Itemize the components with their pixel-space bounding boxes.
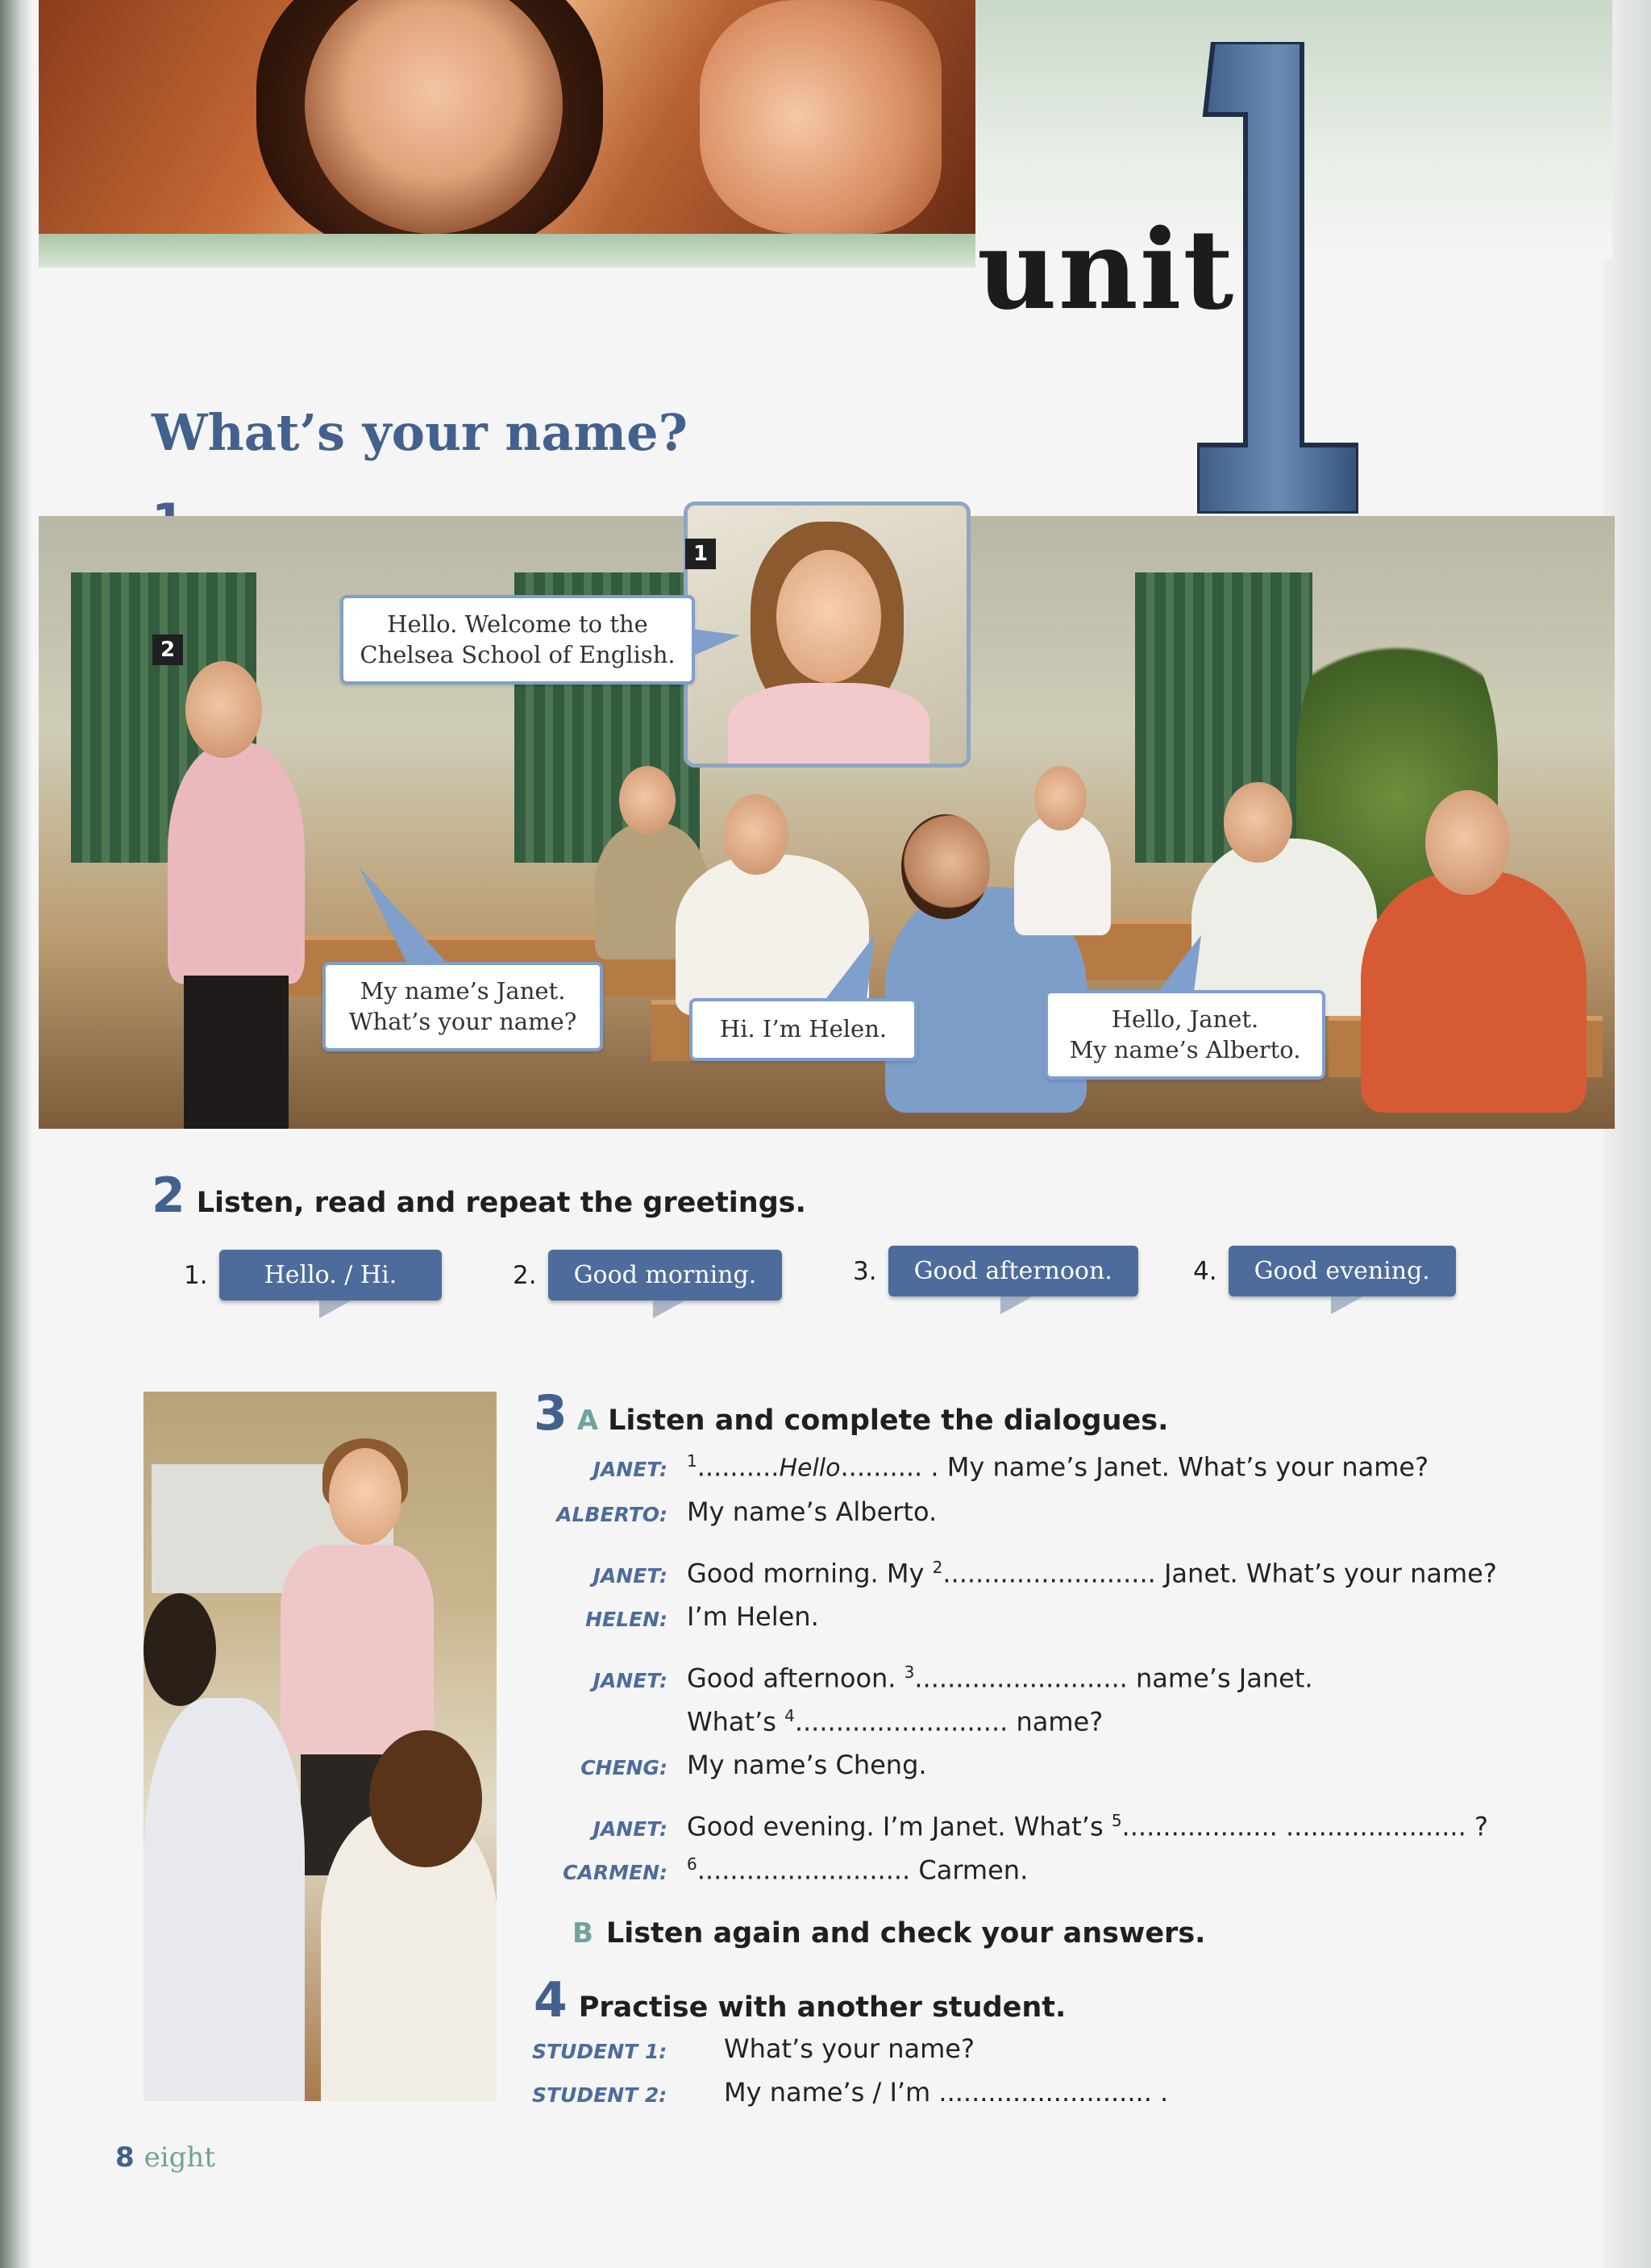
page-title: What’s your name? [152,403,688,462]
dialogue-line [687,1706,1103,1737]
exercise-instruction: Listen again and check your answers. [605,1917,1206,1950]
bubble-line: Hello, Janet. [1111,1005,1259,1033]
greeting-number: 3. [853,1256,877,1286]
line-text: Carmen. [910,1854,1029,1886]
page-binding-shadow [0,0,32,2268]
photo-label-1: 1 [685,539,716,569]
speaker-label: ALBERTO: [556,1503,667,1526]
gap-number: 4 [784,1706,795,1725]
exercise-2-heading [152,1167,806,1224]
exercise-instruction: Listen and complete the dialogues. [608,1404,1169,1437]
greeting-bubble: Good morning. [548,1250,783,1300]
speaker-label: HELEN: [585,1608,667,1631]
greeting-bubble: Good evening. [1229,1246,1456,1296]
speech-bubble-welcome [340,595,695,685]
speaker-label: JANET: [593,1669,667,1692]
gap-answer: Hello [779,1454,841,1483]
dialogue-line [687,1854,1028,1886]
speaker-label: JANET: [593,1564,667,1588]
gap-number: 1 [687,1451,697,1471]
dialogue-line: My name’s Cheng. [687,1750,927,1780]
page-right-edge [1603,0,1651,2268]
unit-word: unit [977,206,1236,335]
dialogue-line: My name’s Alberto. [687,1496,938,1527]
dialogue-line [687,1663,1313,1694]
gap-number: 6 [687,1854,697,1874]
bubble-line: My name’s Alberto. [1069,1035,1301,1063]
speech-bubble-alberto [1045,990,1325,1080]
sub-letter: B [572,1917,593,1950]
gap-number: 3 [904,1663,915,1682]
bubble-line: My name’s Janet. [360,977,566,1005]
line-text: What’s [687,1706,785,1737]
greeting-3 [853,1246,1138,1296]
greeting-2 [513,1250,782,1300]
line-text: name? [1008,1706,1104,1737]
bubble-tail [818,935,883,1000]
speaker-label: JANET: [593,1458,667,1481]
gap-dots: .......... [697,1451,780,1483]
exercise-instruction: Practise with another student. [578,1991,1067,2024]
sub-letter: A [576,1404,599,1437]
exercise-instruction: Listen, read and repeat the greetings. [196,1187,806,1219]
classroom-teacher-photo [143,1392,497,2101]
dialogue-line [687,1558,1497,1589]
greeting-bubble: Hello. / Hi. [219,1250,443,1300]
line-text: Janet. What’s your name? [1155,1558,1497,1589]
dialogue-line: I’m Helen. [687,1601,819,1632]
bubble-tail [692,621,740,669]
greeting-number: 4. [1193,1256,1217,1286]
bubble-line: Chelsea School of English. [360,640,676,668]
dialogue-line [687,1451,1429,1483]
greeting-1 [184,1250,442,1300]
speech-bubble-helen [689,998,917,1061]
greeting-bubble: Good afternoon. [888,1246,1138,1296]
line-text: name’s Janet. [1127,1663,1313,1694]
exercise-3a-heading [534,1385,1168,1442]
exercise-number: 3 [534,1385,568,1442]
bubble-line: Hi. I’m Helen. [719,1015,888,1042]
speech-bubble-janet [322,962,603,1051]
photo-label-2: 2 [152,635,183,665]
speaker-label: CHENG: [580,1756,667,1779]
dialogue-line [687,1811,1488,1842]
exercise-number: 4 [534,1972,568,2029]
gap-dots: .......................... [942,1558,1156,1589]
line-text: Good morning. My [687,1558,933,1589]
line-text: ? [1466,1811,1488,1842]
gap-dots: .......... [840,1451,923,1483]
student-2-line: My name’s / I’m .......................... . [724,2077,1169,2108]
speaker-label: JANET: [593,1817,667,1841]
gap-number: 2 [932,1558,943,1577]
exercise-number: 2 [152,1167,185,1224]
banner-stripe [39,234,975,268]
bubble-line: What’s your name? [348,1007,577,1035]
page-number-word: eight [143,2141,215,2174]
greeting-number: 2. [513,1260,537,1290]
student-1-line: What’s your name? [724,2033,975,2064]
gap-number: 5 [1111,1811,1122,1830]
page-footer [115,2141,215,2174]
unit-number-graphic [1197,42,1358,514]
greeting-4 [1193,1246,1456,1296]
student-2-label: STUDENT 2: [532,2083,667,2107]
gap-dots: .......................... [914,1663,1128,1694]
page-number: 8 [115,2141,135,2174]
speaker-label: CARMEN: [563,1861,667,1884]
gap-dots: ................... ...................... [1121,1811,1466,1842]
bubble-tail [359,867,447,968]
exercise-4-heading [534,1972,1066,2029]
greeting-number: 1. [184,1260,208,1290]
student-1-label: STUDENT 1: [532,2040,667,2063]
banner-photo [39,0,975,234]
bubble-line: Hello. Welcome to the [387,610,648,638]
line-text: Good afternoon. [687,1663,905,1694]
line-text: . My name’s Janet. What’s your name? [922,1451,1429,1483]
line-text: Good evening. I’m Janet. What’s [687,1811,1112,1842]
gap-dots: .......................... [697,1854,911,1886]
exercise-3b-heading [572,1917,1205,1950]
gap-dots: .......................... [794,1706,1008,1737]
